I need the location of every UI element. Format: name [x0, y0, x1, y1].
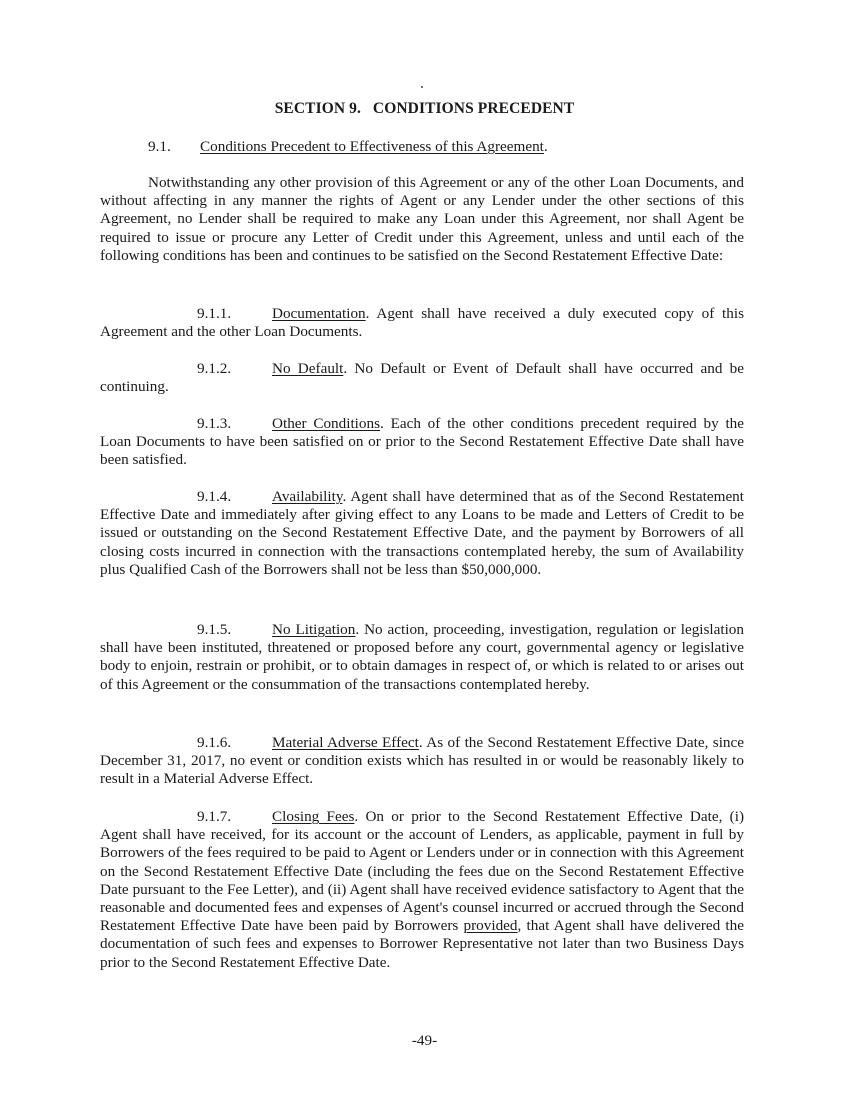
provided-term: provided	[463, 917, 518, 935]
clause-number: 9.1.5.	[197, 621, 232, 638]
clause-text: . Each of the other conditions precedent required by the Loan Documents to have been satisfied on or prior to the Second Restatement Effective Date shall have been satisfied.	[100, 415, 745, 469]
clause-9-1-7	[100, 808, 744, 972]
clause-text: . Agent shall have determined that as of the Second Restatement Effective Date and immediately after giving effect to any Loans to be made and Letters of Credit to be issued or outstanding on the Second Restatement Effective Date, and the payment by Borrowers of all closing costs incurred in connection with the transactions contemplated hereby, the sum of Availability plus Qualified Cash of the Borrowers shall not be less than $50,000,000.	[100, 488, 744, 578]
clause-number: 9.1.3.	[197, 415, 232, 432]
clause-number: 9.1.1.	[197, 305, 232, 322]
clause-number: 9.1.2.	[197, 360, 232, 377]
clause-number: 9.1.7.	[197, 808, 232, 825]
intro-paragraph: Notwithstanding any other provision of this Agreement or any of the other Loan Documents, and without affecting in any manner the rights of Agent or any Lender under the other sections of this Agreement, no Lender shall be required to make any Loan under this Agreement, nor shall Agent be required to issue or procure any Letter of Credit under this Agreement, unless and until each of the following conditions has been and continues to be satisfied on the Second Restatement Effective Date:	[100, 174, 744, 264]
clause-text: . As of the Second Restatement Effective Date, since December 31, 2017, no event or condition exists which has resulted in or would be reasonably likely to result in a Material Adverse Effect.	[100, 734, 745, 788]
clause-text: . Agent shall have received a duly executed copy of this Agreement and the other Loan Documents.	[100, 305, 744, 341]
clause-9-1-6	[100, 734, 744, 789]
clause-9-1-2	[100, 360, 744, 396]
clause-heading: Availability	[272, 488, 343, 505]
clause-9-1-5	[100, 621, 744, 694]
subsection-number: 9.1.	[148, 138, 171, 155]
clause-text: . No Default or Event of Default shall have occurred and be continuing.	[100, 360, 744, 396]
clause-9-1-1	[100, 305, 744, 341]
clause-text: . On or prior to the Second Restatement Effective Date, (i) Agent shall have received, for its account or the account of Lenders, as applicable, payment in full by Borrowers of the fees required to be paid to Agent or Lenders under or in connection with this Agreement on the Second Restatement Effective Date (including the fees due on the Second Restatement Effective Date pursuant to the Fee Letter), and (ii) Agent shall have received evidence satisfactory to Agent that the reasonable and documented fees and expenses of Agent's counsel incurred or accrued through the Second Restatement Effective Date have been paid by Borrowers	[100, 808, 744, 935]
page-number: -49-	[411, 1032, 438, 1049]
clause-heading: Closing Fees	[272, 808, 355, 825]
clause-heading: Other Conditions	[272, 415, 381, 432]
clause-text: . No action, proceeding, investigation, regulation or legislation shall have been instituted, threatened or proposed before any court, governmental agency or legislative body to enjoin, restrain or prohibit, or to obtain damages in respect of, or which is related to or arises out of this Agreement or the consummation of the transactions contemplated hereby.	[100, 621, 744, 693]
subsection-heading	[148, 138, 548, 156]
section-title: SECTION 9. CONDITIONS PRECEDENT	[274, 100, 575, 117]
subsection-title: Conditions Precedent to Effectiveness of this Agreement	[200, 138, 544, 155]
clause-number: 9.1.6.	[197, 734, 232, 751]
clause-text-after: , that Agent shall have delivered the documentation of such fees and expenses to Borrower Representative not later than two Business Days prior to the Second Restatement Effective Date.	[100, 917, 744, 971]
clause-9-1-3	[100, 415, 744, 470]
top-mark	[421, 86, 423, 88]
clause-heading: No Default	[272, 360, 344, 377]
clause-heading: Documentation	[272, 305, 366, 322]
subsection-title-end: .	[543, 138, 548, 155]
clause-number: 9.1.4.	[197, 488, 232, 505]
clause-9-1-4	[100, 488, 744, 579]
clause-heading: No Litigation	[272, 621, 356, 638]
clause-heading: Material Adverse Effect	[272, 734, 419, 751]
